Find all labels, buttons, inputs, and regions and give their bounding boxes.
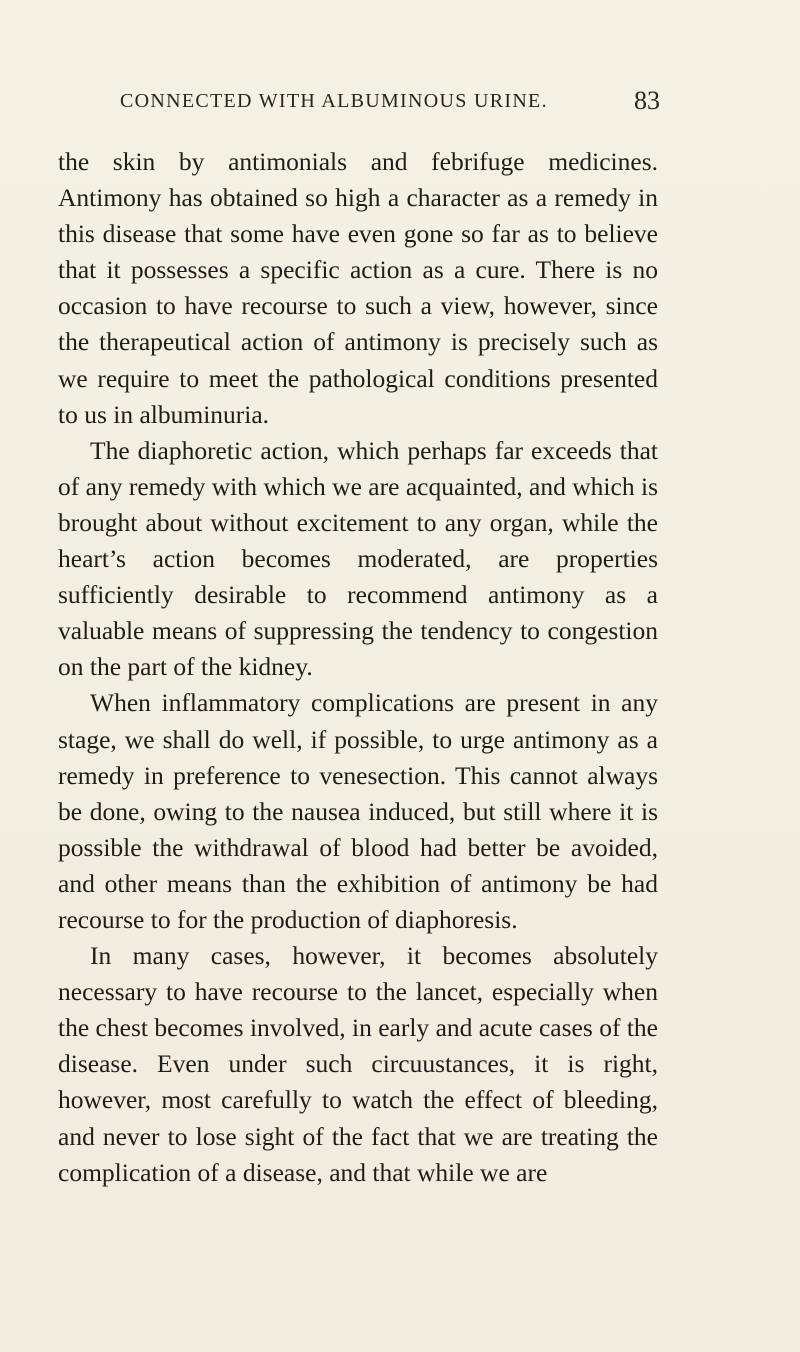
paragraph-1: the skin by antimonials and febrifuge medicines. Antimony has obtained so high a character as a remedy in this disease that some have even gone so far as to believe that it possesses a specific action as a cure. There is no occasion to have recourse to such a view, however, since the therapeutical action of antimony is precisely such as we require to meet the pathological conditions presented to us in albuminuria. [58, 147, 658, 429]
body-text [58, 144, 658, 1191]
page-number: 83 [634, 86, 660, 115]
running-title: CONNECTED WITH ALBUMINOUS URINE. [120, 90, 548, 112]
paragraph-4: In many cases, however, it becomes absolutely necessary to have recourse to the lancet, especially when the chest becomes involved, in early and acute cases of the disease. Even under such circuustances, it is right, however, most carefully to watch the effect of bleeding, and never to lose sight of the fact that we are treating the complication of a disease, and that while we are [58, 941, 658, 1187]
page-header [120, 86, 660, 120]
paragraph-2: The diaphoretic action, which perhaps far exceeds that of any remedy with which we are acquainted, and which is brought about without excitement to any organ, while the heart’s action becomes moderated, are properties sufficiently desirable to recommend antimony as a valuable means of suppressing the tendency to congestion on the part of the kidney. [58, 435, 658, 682]
paragraph-3: When inflammatory complications are present in any stage, we shall do well, if possible, to urge antimony as a remedy in preference to venesection. This cannot always be done, owing to the nausea induced, but still where it is possible the withdrawal of blood had better be avoided, and other means than the exhibition of antimony be had recourse to for the production of diaphoresis. [58, 688, 658, 934]
